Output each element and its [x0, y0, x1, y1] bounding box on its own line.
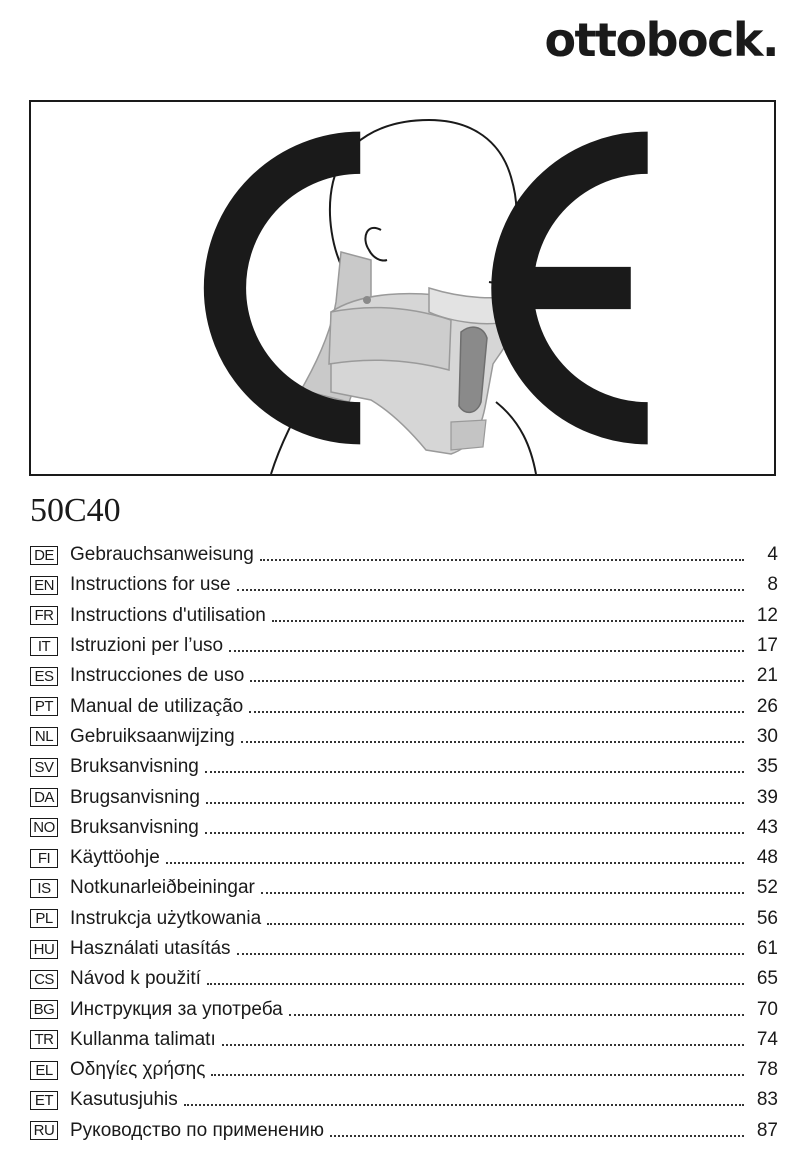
toc-page-number: 83: [756, 1089, 778, 1111]
toc-page-number: 87: [756, 1119, 778, 1141]
toc-title: Руководство по применению: [70, 1119, 324, 1141]
toc-page-number: 39: [756, 786, 778, 808]
toc-page-number: 21: [756, 665, 778, 687]
toc-page-number: 26: [756, 695, 778, 717]
toc-title: Notkunarleiðbeiningar: [70, 877, 255, 899]
toc-page-number: 17: [756, 635, 778, 657]
toc-row[interactable]: [30, 964, 778, 994]
toc-row[interactable]: [30, 1085, 778, 1115]
toc-title: Návod k použití: [70, 968, 201, 990]
toc-title: Instructions for use: [70, 574, 231, 596]
language-code-badge: NO: [30, 818, 58, 837]
toc-row[interactable]: [30, 934, 778, 964]
toc-row[interactable]: [30, 722, 778, 752]
toc-leader-dots: [260, 559, 744, 561]
toc-row[interactable]: [30, 904, 778, 934]
toc-title: Brugsanvisning: [70, 786, 200, 808]
toc-page-number: 35: [756, 756, 778, 778]
toc-page-number: 52: [756, 877, 778, 899]
ce-mark-icon: [31, 102, 774, 474]
toc-title: Gebruiksaanwijzing: [70, 725, 235, 747]
toc-page-number: 30: [756, 725, 778, 747]
toc-row[interactable]: [30, 994, 778, 1024]
language-code-badge: HU: [30, 940, 58, 959]
toc-row[interactable]: [30, 1116, 778, 1146]
language-code-badge: PL: [30, 909, 58, 928]
toc-row[interactable]: [30, 661, 778, 691]
language-code-badge: EN: [30, 576, 58, 595]
toc-title: Bruksanvisning: [70, 816, 199, 838]
toc-leader-dots: [207, 983, 744, 985]
toc-title: Kasutusjuhis: [70, 1089, 178, 1111]
toc-leader-dots: [330, 1135, 744, 1137]
toc-leader-dots: [229, 650, 744, 652]
toc-page-number: 4: [767, 544, 778, 566]
toc-leader-dots: [211, 1074, 744, 1076]
toc-title: Инструкция за употреба: [70, 998, 283, 1020]
language-code-badge: FR: [30, 606, 58, 625]
toc-page-number: 65: [756, 968, 778, 990]
toc-title: Kullanma talimatı: [70, 1028, 216, 1050]
language-code-badge: IT: [30, 637, 58, 656]
toc-page-number: 48: [756, 847, 778, 869]
language-code-badge: IS: [30, 879, 58, 898]
toc-page-number: 61: [756, 938, 778, 959]
language-code-badge: EL: [30, 1061, 58, 1080]
table-of-contents: [30, 540, 778, 1146]
toc-leader-dots: [267, 923, 744, 925]
toc-title: Käyttöohje: [70, 847, 160, 869]
language-code-badge: PT: [30, 697, 58, 716]
toc-row[interactable]: [30, 1055, 778, 1085]
product-figure-frame: [29, 100, 776, 476]
toc-row[interactable]: [30, 752, 778, 782]
toc-row[interactable]: [30, 601, 778, 631]
toc-title: Instructions d'utilisation: [70, 604, 266, 626]
language-code-badge: ES: [30, 667, 58, 686]
language-code-badge: RU: [30, 1121, 58, 1140]
toc-row[interactable]: [30, 843, 778, 873]
toc-row[interactable]: [30, 631, 778, 661]
toc-title: Instrukcja użytkowania: [70, 907, 262, 929]
language-code-badge: TR: [30, 1030, 58, 1049]
toc-leader-dots: [166, 862, 744, 864]
toc-leader-dots: [237, 953, 744, 955]
toc-title: Instrucciones de uso: [70, 665, 245, 687]
toc-page-number: 74: [756, 1028, 778, 1050]
toc-page-number: 70: [756, 998, 778, 1020]
toc-title: Οδηγίες χρήσης: [70, 1059, 206, 1081]
toc-row[interactable]: [30, 813, 778, 843]
toc-leader-dots: [289, 1014, 744, 1016]
toc-title: Manual de utilização: [70, 695, 244, 717]
toc-leader-dots: [222, 1044, 744, 1046]
language-code-badge: FI: [30, 849, 58, 868]
language-code-badge: DE: [30, 546, 58, 565]
language-code-badge: CS: [30, 970, 58, 989]
toc-title: Gebrauchsanweisung: [70, 544, 254, 566]
toc-leader-dots: [250, 680, 744, 682]
toc-leader-dots: [184, 1104, 744, 1106]
toc-leader-dots: [241, 741, 744, 743]
ottobock-logo: ottobock.: [544, 13, 778, 67]
language-code-badge: DA: [30, 788, 58, 807]
toc-leader-dots: [205, 832, 744, 834]
toc-leader-dots: [237, 589, 744, 591]
toc-row[interactable]: [30, 1025, 778, 1055]
toc-row[interactable]: [30, 782, 778, 812]
language-code-badge: BG: [30, 1000, 58, 1019]
toc-title: Istruzioni per l’uso: [70, 635, 224, 657]
toc-row[interactable]: [30, 570, 778, 600]
toc-leader-dots: [272, 620, 744, 622]
toc-page-number: 43: [756, 816, 778, 838]
toc-row[interactable]: [30, 691, 778, 721]
toc-page-number: 56: [756, 907, 778, 929]
toc-page-number: 12: [756, 604, 778, 626]
language-code-badge: NL: [30, 727, 58, 746]
product-code: 50C40: [30, 492, 121, 529]
toc-row[interactable]: [30, 540, 778, 570]
toc-title: Használati utasítás: [70, 938, 231, 959]
language-code-badge: ET: [30, 1091, 58, 1110]
toc-leader-dots: [249, 711, 744, 713]
toc-leader-dots: [205, 771, 744, 773]
toc-leader-dots: [261, 892, 744, 894]
toc-row[interactable]: [30, 873, 778, 903]
toc-leader-dots: [206, 802, 744, 804]
language-code-badge: SV: [30, 758, 58, 777]
toc-page-number: 78: [756, 1059, 778, 1081]
toc-title: Bruksanvisning: [70, 756, 199, 778]
toc-page-number: 8: [767, 574, 778, 596]
